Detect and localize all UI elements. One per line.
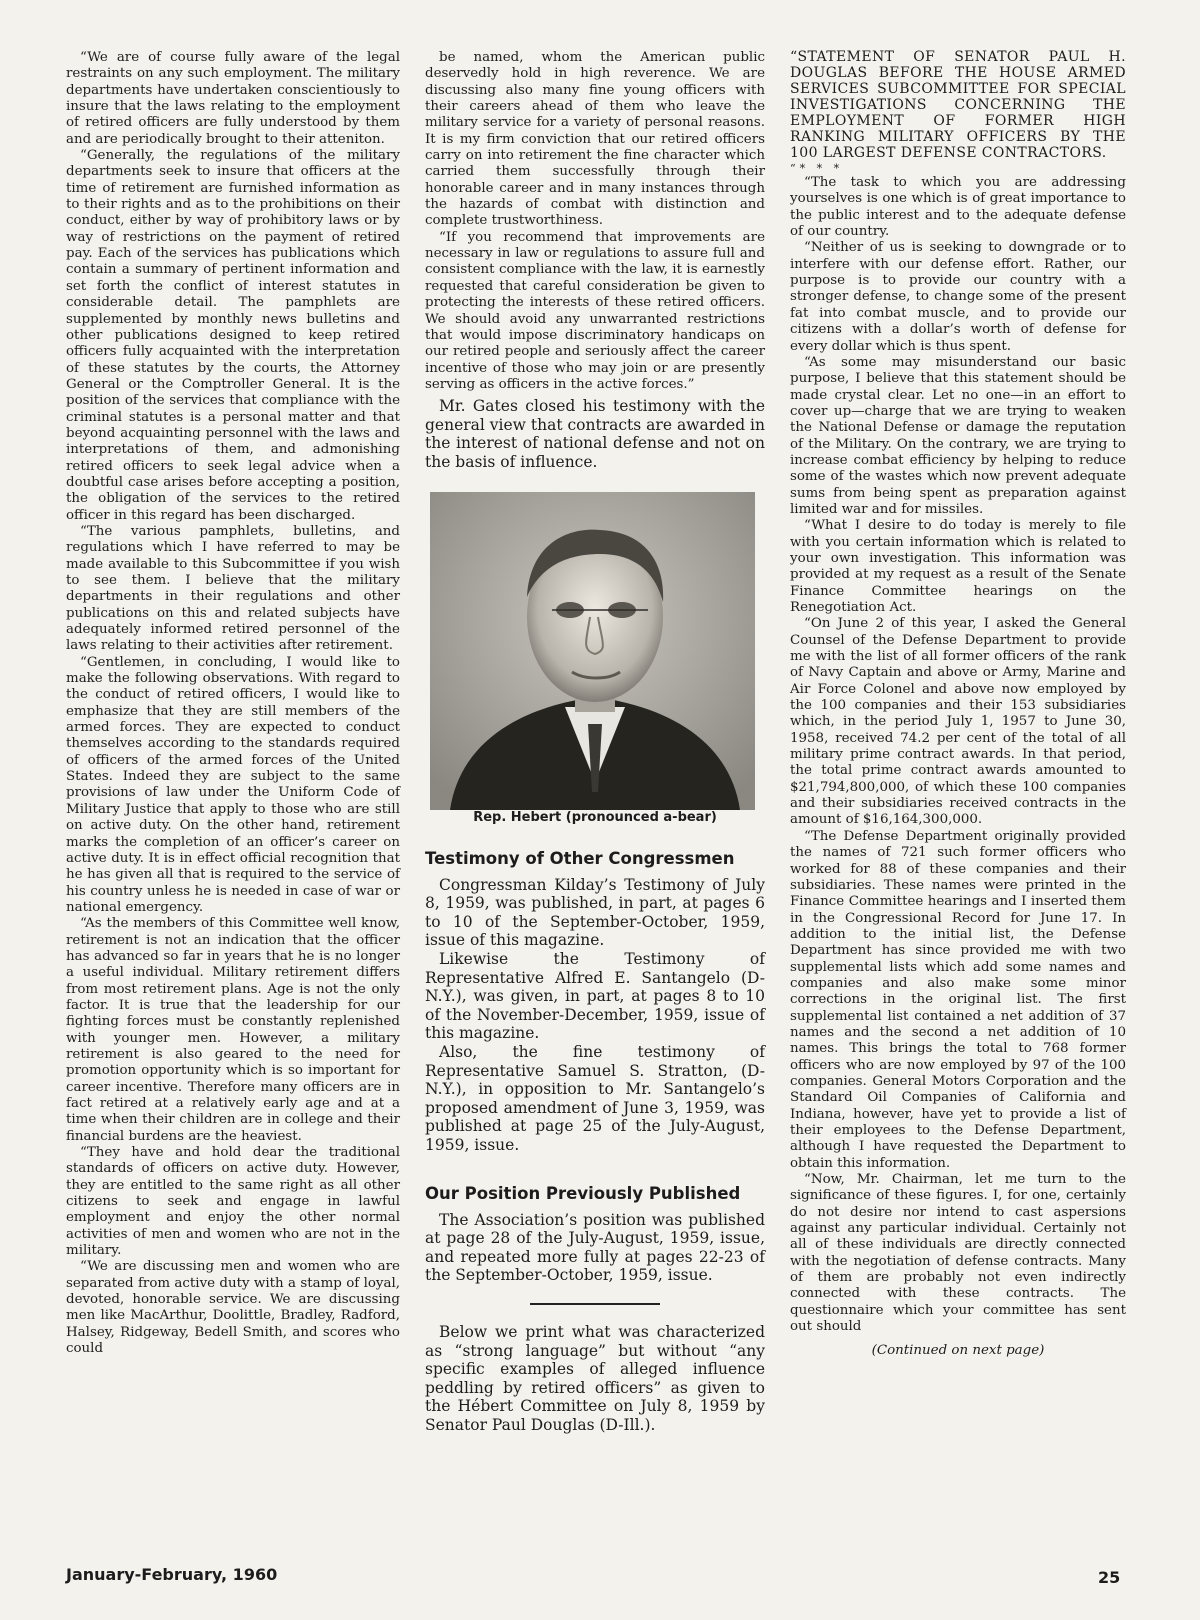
statement-heading: “STATEMENT OF SENATOR PAUL H. DOUGLAS BEFORE THE HOUSE ARMED SERVICES SUBCOMMITTEE FOR SPECIAL INVESTIGATIONS CONCERNING THE EMPLOYMENT OF FORMER HIGH RANKING MILITARY OFFICERS BY THE 100 LARGEST DEFENSE CONTRACTORS. bbox=[790, 49, 1126, 161]
paragraph: “We are of course fully aware of the legal restraints on any such employment. The military departments have undertaken conscientiously to insure that the laws relating to the employment of retired officers are fully understood by them and are periodically brought to their atteniton. bbox=[66, 50, 400, 147]
column-middle bbox=[425, 50, 765, 1435]
photo-caption: Rep. Hebert (pronounced a-bear) bbox=[473, 809, 717, 825]
paragraph: “What I desire to do today is merely to file with you certain information which is related to your own investigation. This information was provided at my request as a result of the Senate Finance Committee hearings on the Renegotiation Act. bbox=[790, 518, 1126, 616]
paragraph: Mr. Gates closed his testimony with the general view that contracts are awarded in the interest of national defense and not on the basis of influence. bbox=[425, 397, 765, 471]
paragraph: “They have and hold dear the traditional standards of officers on active duty. However, they are entitled to the same right as all other citizens to seek and engage in lawful employment and enjoy the other normal activities of men and women who are not in the military. bbox=[66, 1145, 400, 1259]
paragraph: Also, the fine testimony of Representative Samuel S. Stratton, (D-N.Y.), in opposition to Mr. Santangelo’s proposed amendment of June 3, 1959, was published at page 25 of the July-August, 1959, issue. bbox=[425, 1042, 765, 1154]
paragraph: The Association’s position was published at page 28 of the July-August, 1959, issue, and repeated more fully at pages 22-23 of the September-October, 1959, issue. bbox=[425, 1210, 765, 1285]
paragraph: “The Defense Department originally provided the names of 721 such former officers who worked for 88 of these companies and their subsidiaries. These names were printed in the Finance Committee hearings and I inserted them in the Congressional Record for June 17. In addition to the initial list, the Defense Department has since provided me with two supplemental lists which add some names and companies and also make some minor corrections in the original list. The first supplemental list contained a net addition of 37 names and the second a net addition of 10 names. This brings the total to 768 former officers who are now employed by 97 of the 100 companies. General Motors Corporation and the Standard Oil Companies of California and Indiana, however, have yet to provide a list of their employees to the Defense Department, although I have requested the Department to obtain this information. bbox=[790, 828, 1126, 1171]
paragraph: “As some may misunderstand our basic purpose, I believe that this statement should be made crystal clear. Let no one—in an effort to cover up—charge that we are trying to weaken the National Defense or damage the reputation of the Military. On the contrary, we are trying to increase combat efficiency by helping to reduce some of the wastes which now prevent adequate sums from being spent as preparation against limited war and for missiles. bbox=[790, 354, 1126, 517]
paragraph: “Generally, the regulations of the military departments seek to insure that officers at the time of retirement are furnished information as to their rights and as to the prohibitions on their conduct, either by way of prohibitory laws or by way of restrictions on the payment of retired pay. Each of the services has publications which contain a summary of pertinent information and set forth the conflict of interest statutes in considerable detail. The pamphlets are supplemented by monthly news bulletins and other publications designed to keep retired officers fully acquainted with the interpretation of these statutes by the courts, the Attorney General or the Comptroller General. It is the position of the services that compliance with the criminal statutes is a personal matter and that beyond acquainting personnel with the laws and interpretations of them, and admonishing retired officers to seek legal advice when a doubtful case arises before accepting a position, the obligation of the services to the retired officer in this regard has been discharged. bbox=[66, 148, 400, 523]
paragraph: “Now, Mr. Chairman, let me turn to the significance of these figures. I, for one, certainly do not desire nor intend to cast aspersions against any particular individual. Certainly not all of these individuals are directly connected with the negotiation of defense contracts. Many of them are probably not even indirectly connected with these contracts. The questionnaire which your committee has sent out should bbox=[790, 1172, 1126, 1335]
section-heading: Our Position Previously Published bbox=[425, 1184, 741, 1204]
ellipsis-stars: “* * * bbox=[790, 161, 844, 175]
paragraph: “Neither of us is seeking to downgrade or to interfere with our defense effort. Rather, our purpose is to provide our country with a stronger defense, to change some of the present fat into combat muscle, and to provide our citizens with a dollar’s worth of defense for every dollar which is thus spent. bbox=[790, 240, 1126, 354]
paragraph: Below we print what was characterized as “strong language” but without “any specific examples of alleged influence peddling by retired officers” as given to the Hébert Committee on July 8, 1959 by Senator Paul Douglas (D-Ill.). bbox=[425, 1322, 765, 1434]
paragraph: “On June 2 of this year, I asked the General Counsel of the Defense Department to provide me with the list of all former officers of the rank of Navy Captain and above or Army, Marine and Air Force Colonel and above now employed by the 100 companies and their 153 subsidiaries which, in the period July 1, 1957 to June 30, 1958, received 74.2 per cent of the total of all military prime contract awards. In that period, the total prime contract awards amounted to $21,794,800,000, of which these 100 companies and their subsidiaries received contracts in the amount of $16,164,300,000. bbox=[790, 616, 1126, 828]
paragraph: Congressman Kilday’s Testimony of July 8, 1959, was published, in part, at pages 6 to 10 of the September-October, 1959, issue of this magazine. bbox=[425, 875, 765, 950]
paragraph: Likewise the Testimony of Representative Alfred E. Santangelo (D-N.Y.), was given, in part, at pages 8 to 10 of the November-December, 1959, issue of this magazine. bbox=[425, 949, 765, 1043]
page-number: 25 bbox=[1098, 1568, 1121, 1587]
section-heading: Testimony of Other Congressmen bbox=[425, 849, 735, 869]
paragraph: “As the members of this Committee well know, retirement is not an indication that the officer has advanced so far in years that he is no longer a useful individual. Military retirement differs from most retirement plans. Age is not the only factor. It is true that the leadership for our fighting forces must be constantly replenished with younger men. However, a military retirement is also geared to the need for promotion opportunity which is so important for career incentive. Therefore many officers are in fact retired at a relatively early age and at a time when their children are in college and their financial burdens are the heaviest. bbox=[66, 916, 400, 1144]
paragraph: “The task to which you are addressing yourselves is one which is of great importance to the public interest and to the adequate defense of our country. bbox=[790, 175, 1126, 240]
paragraph: “The various pamphlets, bulletins, and regulations which I have referred to may be made available to this Subcommittee if you wish to see them. I believe that the military departments in their regulations and other publications on this and related subjects have adequately informed retired personnel of the laws relating to their activities after retirement. bbox=[66, 523, 400, 654]
column-right bbox=[790, 50, 1126, 1360]
portrait-photo bbox=[430, 492, 755, 810]
divider bbox=[530, 1303, 660, 1305]
issue-date: January-February, 1960 bbox=[66, 1565, 278, 1584]
paragraph: “We are discussing men and women who are separated from active duty with a stamp of loyal, devoted, honorable service. We are discussing men like MacArthur, Doolittle, Bradley, Radford, Halsey, Ridgeway, Bedell Smith, and scores who could bbox=[66, 1259, 400, 1357]
paragraph: “Gentlemen, in concluding, I would like to make the following observations. With regard to the conduct of retired officers, I would like to emphasize that they are still members of the armed forces. They are expected to conduct themselves according to the standards required of officers of the armed forces of the United States. Indeed they are subject to the same provisions of law under the Uniform Code of Military Justice that apply to those who are still on active duty. On the other hand, retirement marks the completion of an officer’s career on active duty. It is in effect official recognition that he has given all that is required to the service of his country unless he is needed in case of war or national emergency. bbox=[66, 654, 400, 915]
paragraph: be named, whom the American public deservedly hold in high reverence. We are discussing also many fine young officers with their careers ahead of them who leave the military service for a variety of personal reasons. It is my firm conviction that our retired officers carry on into retirement the fine character which carried them successfully through their honorable career and in many instances through the hazards of combat with distinction and complete trustworthiness. bbox=[425, 50, 765, 229]
paragraph: “If you recommend that improvements are necessary in law or regulations to assure full and consistent compliance with the law, it is earnestly requested that careful consideration be given to protecting the interests of these retired officers. We should avoid any unwarranted restrictions that would impose discriminatory handicaps on our retired people and seriously affect the career incentive of those who may join or are presently serving as officers in the active forces.” bbox=[425, 229, 765, 392]
column-left bbox=[66, 50, 400, 1358]
portrait-image bbox=[430, 492, 755, 810]
continued-note: (Continued on next page) bbox=[871, 1343, 1045, 1359]
